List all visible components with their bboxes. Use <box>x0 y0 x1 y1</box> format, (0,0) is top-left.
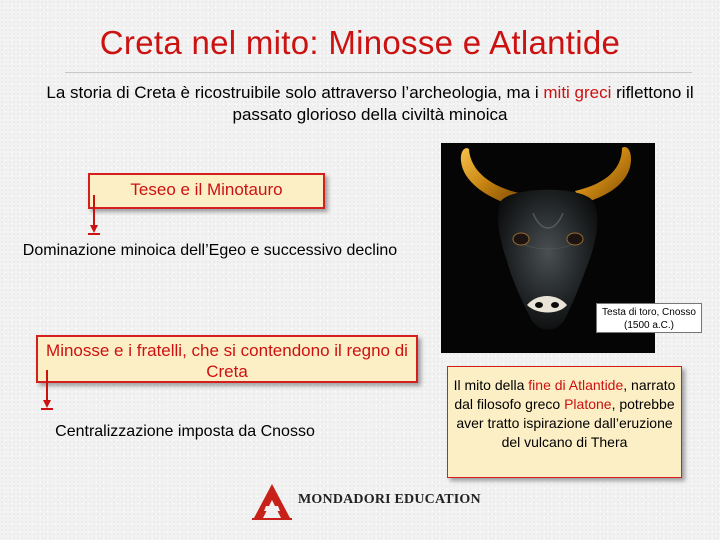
mondadori-logo-icon <box>250 482 294 522</box>
caption-line-2: (1500 a.C.) <box>623 320 675 331</box>
caption-line-1: Testa di toro, Cnosso <box>602 307 696 318</box>
slide-title: Creta nel mito: Minosse e Atlantide <box>99 24 621 61</box>
atlantis-text-3: , potrebbe aver tratto ispirazione dall’eruzione del vulcano di Thera <box>456 396 675 450</box>
publisher-logo <box>250 482 481 522</box>
arrow-down-icon <box>39 370 55 412</box>
myth-box-minos: Minosse e i fratelli, che si contendono il regno di Creta <box>36 335 418 383</box>
arrow-down-icon <box>86 195 102 237</box>
photo-caption <box>596 303 702 333</box>
atlantis-box <box>447 366 682 478</box>
intro-text-end: riflettono il passato glorioso della civiltà minoica <box>232 83 694 124</box>
atlantis-highlight-plato: Platone <box>564 396 612 412</box>
intro-text-start: La storia di Creta è ricostruibile solo attraverso l’archeologia, ma i <box>46 83 544 102</box>
title-divider <box>65 72 692 73</box>
minos-consequence-text: Centralizzazione imposta da Cnosso <box>55 423 315 440</box>
atlantis-text-1: Il mito della <box>453 377 529 393</box>
atlantis-text-2: , narrato dal filosofo greco <box>454 377 676 412</box>
publisher-name: MONDADORI EDUCATION <box>298 492 481 507</box>
intro-paragraph <box>40 82 700 126</box>
atlantis-highlight-end: fine di Atlantide <box>528 377 624 393</box>
intro-highlight: miti greci <box>543 83 612 102</box>
myth-box-theseus: Teseo e il Minotauro <box>88 173 325 209</box>
theseus-consequence-text: Dominazione minoica dell’Egeo e successivo declino <box>22 242 398 259</box>
